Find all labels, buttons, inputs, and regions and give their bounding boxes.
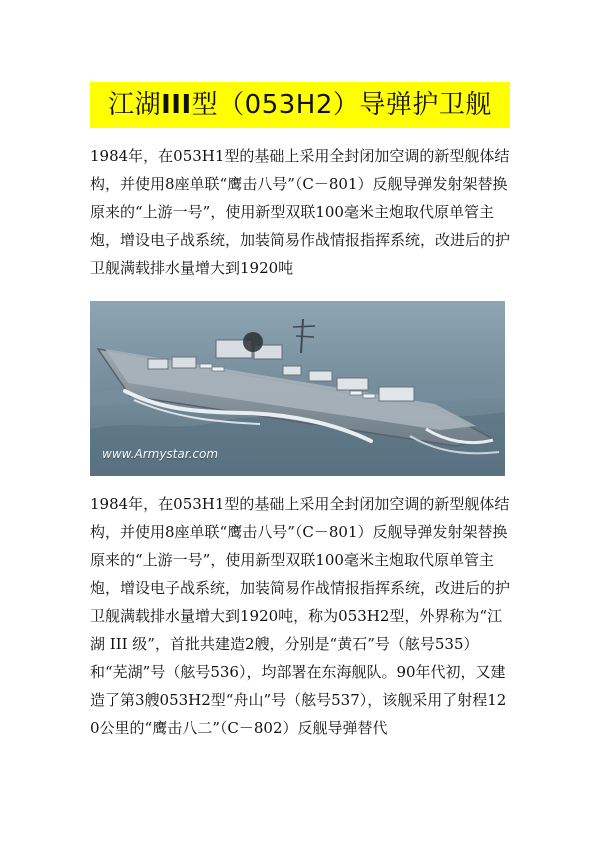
- launcher: [212, 367, 224, 371]
- title-suffix: 型（053H2）导弹护卫舰: [191, 90, 492, 120]
- intro-paragraph: 1984年，在053H1型的基础上采用全封闭加空调的新型舰体结构，并使用8座单联“鹰击八号”（C－801）反舰导弹发射架替换原来的“上游一号”，使用新型双联100毫米主炮取代原单管主炮，增设电子战系统，加装简易作战情报指挥系统，改进后的护卫舰满载排水量增大到1920吨: [90, 147, 511, 277]
- launcher: [363, 394, 375, 398]
- radar-dome: [243, 332, 263, 352]
- page-title: [90, 82, 510, 128]
- mast: [293, 326, 315, 327]
- main-paragraph: 1984年，在053H1型的基础上采用全封闭加空调的新型舰体结构，并使用8座单联“鹰击八号”（C－801）反舰导弹发射架替换原来的“上游一号”，使用新型双联100毫米主炮取代原单管主炮，增设电子战系统，加装简易作战情报指挥系统，改进后的护卫舰满载排水量增大到1920吨，称为053H2型，外界称为“江湖 III 级”，首批共建造2艘，分别是“黄石”号（舷号535）和“芜湖”号（舷号536），均部署在东海舰队。90年代初，又建造了第3艘053H2型“舟山”号（舷号537），该舰采用了射程120公里的“鹰击八二”（C－802）反舰导弹替代: [90, 495, 511, 737]
- ship-structure: [379, 387, 414, 401]
- launcher: [350, 391, 362, 395]
- ship-structure: [283, 366, 301, 375]
- title-highlight: [90, 82, 510, 128]
- launcher: [200, 364, 212, 368]
- mast: [296, 336, 314, 337]
- ship-structure: [309, 371, 332, 381]
- ship-structure: [148, 359, 168, 369]
- ship-structure: [172, 357, 196, 368]
- title-model: III: [161, 90, 192, 120]
- ship-photo: [90, 301, 505, 476]
- title-prefix: 江湖: [108, 90, 162, 120]
- ship-structure: [337, 378, 368, 390]
- photo-watermark: www.Armystar.com: [102, 447, 219, 461]
